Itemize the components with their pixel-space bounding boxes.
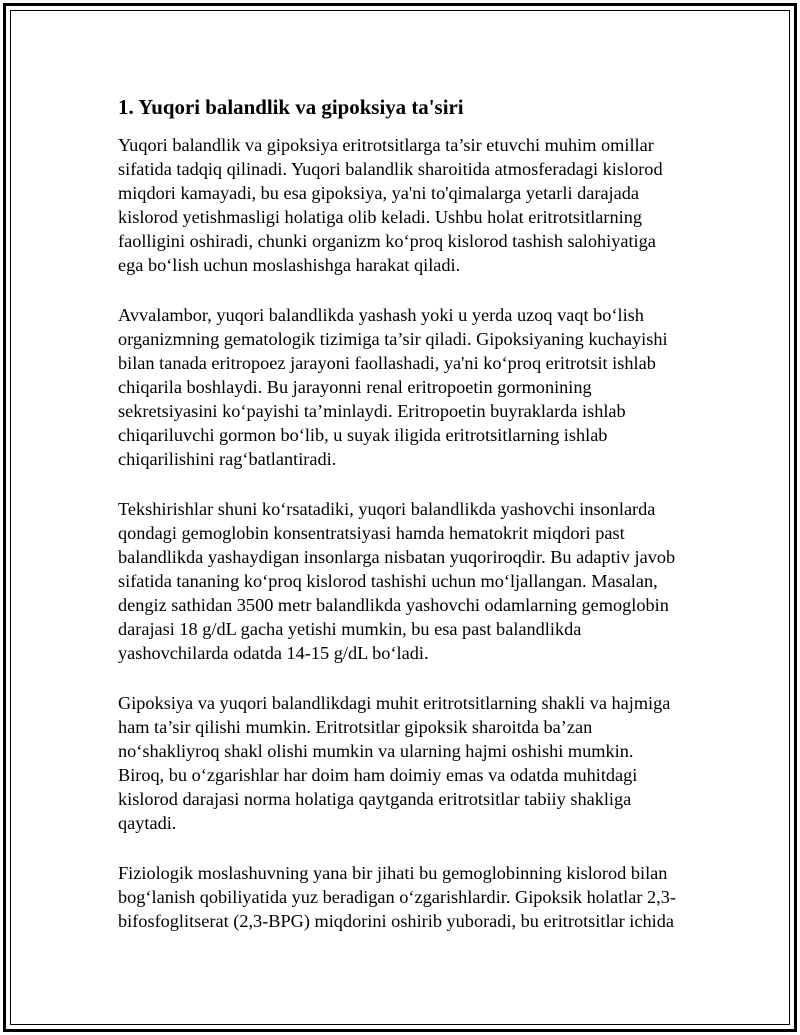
- text-line: sifatida tadqiq qilinadi. Yuqori balandlik sharoitida atmosferadagi kislorod: [118, 159, 663, 179]
- text-line: Yuqori balandlik va gipoksiya eritrotsitlarga ta’sir etuvchi muhim omillar: [118, 135, 654, 155]
- text-line: qondagi gemoglobin konsentratsiyasi hamda hematokrit miqdori past: [118, 523, 625, 543]
- paragraph-2: [118, 303, 718, 471]
- text-line: balandlikda yashaydigan insonlarga nisbatan yuqoriroqdir. Bu adaptiv javob: [118, 547, 676, 567]
- text-line: Avvalambor, yuqori balandlikda yashash yoki u yerda uzoq vaqt bo‘lish: [118, 305, 644, 325]
- text-line: yashovchilarda odatda 14-15 g/dL bo‘ladi.: [118, 643, 429, 663]
- text-line: darajasi 18 g/dL gacha yetishi mumkin, bu esa past balandlikda: [118, 619, 582, 639]
- text-line: ham ta’sir qilishi mumkin. Eritrotsitlar gipoksik sharoitda ba’zan: [118, 717, 593, 737]
- text-line: bifosfoglitserat (2,3-BPG) miqdorini oshirib yuboradi, bu eritrotsitlar ichida: [118, 911, 674, 931]
- text-line: ega bo‘lish uchun moslashishga harakat qiladi.: [118, 255, 461, 275]
- text-line: organizmning gematologik tizimiga ta’sir qiladi. Gipoksiyaning kuchayishi: [118, 329, 668, 349]
- text-line: Gipoksiya va yuqori balandlikdagi muhit eritrotsitlarning shakli va hajmiga: [118, 693, 671, 713]
- text-line: chiqariluvchi gormon bo‘lib, u suyak iligida eritrotsitlarning ishlab: [118, 425, 608, 445]
- text-line: no‘shakliyroq shakl olishi mumkin va ularning hajmi oshishi mumkin.: [118, 741, 634, 761]
- paragraph-4: [118, 691, 718, 835]
- text-line: miqdori kamayadi, bu esa gipoksiya, ya'ni to'qimalarga yetarli darajada: [118, 183, 640, 203]
- text-line: kislorod yetishmasligi holatiga olib keladi. Ushbu holat eritrotsitlarning: [118, 207, 642, 227]
- text-line: Fiziologik moslashuvning yana bir jihati bu gemoglobinning kislorod bilan: [118, 863, 668, 883]
- paragraph-3: [118, 497, 718, 665]
- text-line: faolligini oshiradi, chunki organizm ko‘proq kislorod tashish salohiyatiga: [118, 231, 656, 251]
- paragraph-5: [118, 861, 718, 933]
- text-line: chiqarila boshlaydi. Bu jarayonni renal eritropoetin gormonining: [118, 377, 592, 397]
- text-line: Tekshirishlar shuni ko‘rsatadiki, yuqori balandlikda yashovchi insonlarda: [118, 499, 656, 519]
- text-line: bilan tanada eritropoez jarayoni faollashadi, ya'ni ko‘proq eritrotsit ishlab: [118, 353, 656, 373]
- text-line: bog‘lanish qobiliyatida yuz beradigan o‘zgarishlardir. Gipoksik holatlar 2,3-: [118, 887, 676, 907]
- text-line: dengiz sathidan 3500 metr balandlikda yashovchi odamlarning gemoglobin: [118, 595, 669, 615]
- text-line: Biroq, bu o‘zgarishlar har doim ham doimiy emas va odatda muhitdagi: [118, 765, 638, 785]
- text-line: kislorod darajasi norma holatiga qaytganda eritrotsitlar tabiiy shakliga: [118, 789, 632, 809]
- text-line: chiqarilishini rag‘batlantiradi.: [118, 449, 337, 469]
- text-line: sekretsiyasini ko‘payishi ta’minlaydi. Eritropoetin buyraklarda ishlab: [118, 401, 626, 421]
- text-line: qaytadi.: [118, 813, 177, 833]
- paragraph-1: [118, 133, 718, 277]
- document-body: [118, 93, 718, 959]
- section-heading: 1. Yuqori balandlik va gipoksiya ta'siri: [118, 95, 464, 119]
- text-line: sifatida tananing ko‘proq kislorod tashishi uchun mo‘ljallangan. Masalan,: [118, 571, 658, 591]
